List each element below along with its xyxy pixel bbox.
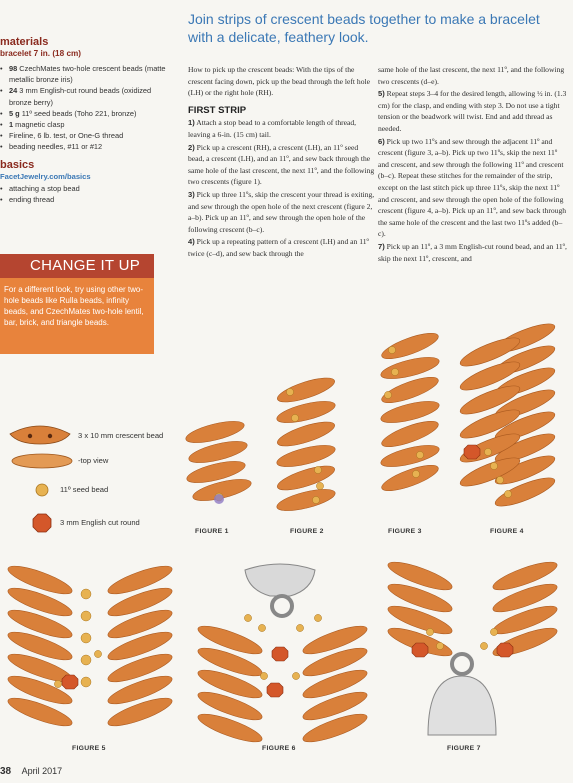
seed-bead	[81, 677, 91, 687]
clasp-ring	[272, 596, 292, 616]
round-bead	[62, 675, 78, 689]
seed-bead	[412, 470, 419, 477]
materials-subtitle: bracelet 7 in. (18 cm)	[0, 49, 81, 58]
instruction-step: 2) Pick up a crescent (RH), a crescent (LH), an 11º seed bead, a crescent (LH), and an 11º, and sew back through the same hole of the last crescent, the next 11º, and the following two crescents (figure 1).	[188, 142, 375, 187]
instruction-step: 3) Pick up three 11ºs, skip the crescent your thread is exiting, and sew through the open hole of the next crescent (figure 2, a–b). Pick up an 11º, and sew through the open hole of the following crescent (b–c).	[188, 189, 375, 234]
seed-bead	[416, 451, 423, 458]
legend-top-view-label: -top view	[78, 456, 109, 465]
page-headline: Join strips of crescent beads together to make a bracelet with a delicate, feathery look.	[188, 11, 540, 45]
seed-bead	[484, 448, 491, 455]
instruction-step: 5) Repeat steps 3–4 for the desired length, allowing ½ in. (1.3 cm) for the clasp, and ending with step 3. Do not use a tight tension or the beadwork will twist. End and add thread as needed.	[378, 89, 567, 133]
seed-bead	[286, 388, 293, 395]
seed-bead	[426, 628, 433, 635]
seed-bead	[296, 624, 303, 631]
clasp-bottom	[428, 676, 496, 735]
material-item: • 98 CzechMates two-hole crescent beads (matte metallic bronze iris)	[0, 63, 170, 85]
seed-bead	[81, 633, 91, 643]
seed-bead	[490, 628, 497, 635]
seed-bead	[480, 642, 487, 649]
instruction-step: 6) Pick up two 11ºs and sew through the adjacent 11º and crescent (figure 3, a–b). Pick up two 11ºs, skip the next 11º and crescent, and sew through the following 11º and crescent (b–c). Repeat these stitches for the remainder of the strip, except on the last stitch pick up three 11ºs, skip the next 11º and crescent, and sew through the open hole of the following crescent (figure 4, a–b). Pick up an 11º, and sew back through the same hole of the crescent and the last two 11ºs added (b–c).	[378, 136, 567, 239]
change-it-up-title: CHANGE IT UP	[0, 254, 154, 278]
seed-bead	[291, 414, 298, 421]
seed-bead	[496, 476, 503, 483]
seed-bead	[314, 614, 321, 621]
round-bead	[272, 647, 288, 661]
intro-paragraph: How to pick up the crescent beads: With the tips of the crescent facing down, pick up the bead through the left hole (LH) or the right hole (RH).	[188, 65, 370, 98]
material-item: • Fireline, 6 lb. test, or One-G thread	[0, 130, 170, 141]
legend-round-label: 3 mm English cut round	[60, 518, 140, 527]
basics-item: • ending thread	[0, 194, 170, 205]
figure-7-caption: FIGURE 7	[447, 745, 481, 752]
seed-bead	[54, 680, 61, 687]
basics-title: basics	[0, 158, 35, 171]
figure-1-caption: FIGURE 1	[195, 528, 229, 535]
basics-item: • attaching a stop bead	[0, 183, 170, 194]
round-bead	[497, 643, 513, 657]
page-footer	[0, 766, 62, 777]
seed-bead	[490, 462, 497, 469]
basics-link[interactable]: FacetJewelry.com/basics	[0, 171, 91, 181]
figure-2-caption: FIGURE 2	[290, 528, 324, 535]
instruction-step: same hole of the last crescent, the next 11º, and the following two crescents (d–e).	[378, 65, 565, 86]
seed-bead	[312, 496, 319, 503]
seed-bead	[314, 466, 321, 473]
material-item: • beading needles, #11 or #12	[0, 141, 170, 152]
seed-bead	[436, 642, 443, 649]
page-number: 38	[0, 766, 12, 777]
first-strip-heading: FIRST STRIP	[188, 104, 247, 116]
seed-bead	[81, 611, 91, 621]
material-item: • 1 magnetic clasp	[0, 119, 170, 130]
instruction-step: 1) Attach a stop bead to a comfortable length of thread, leaving a 6-in. (15 cm) tail.	[188, 118, 357, 139]
issue-date: April 2017	[21, 766, 63, 776]
seed-bead	[388, 346, 395, 353]
round-bead	[464, 445, 480, 459]
seed-bead	[384, 391, 391, 398]
material-item: • 5 g 11º seed beads (Toho 221, bronze)	[0, 108, 170, 119]
figure-6-caption: FIGURE 6	[262, 745, 296, 752]
seed-bead	[94, 650, 101, 657]
figure-5-caption: FIGURE 5	[72, 745, 106, 752]
seed-bead	[316, 482, 323, 489]
change-it-up-body: For a different look, try using other two-hole beads like Rulla beads, infinity beads, and CzechMates two-hole lentil, bar, brick, and triangle beads.	[0, 278, 154, 354]
seed-bead	[391, 368, 398, 375]
stop-bead	[214, 494, 224, 504]
seed-bead	[81, 589, 91, 599]
instruction-step: 4) Pick up a repeating pattern of a crescent (LH) and an 11º twice (c–d), and sew back through the	[188, 237, 369, 258]
seed-bead	[258, 624, 265, 631]
legend-crescent-label: 3 x 10 mm crescent bead	[78, 431, 164, 440]
instruction-step: 7) Pick up an 11º, a 3 mm English-cut round bead, and an 11º, skip the next 11º, crescent, and	[378, 241, 567, 263]
legend-seed-label: 11º seed bead	[60, 485, 109, 494]
seed-bead	[504, 490, 511, 497]
round-bead	[267, 683, 283, 697]
figure-4-caption: FIGURE 4	[490, 528, 524, 535]
materials-title: materials	[0, 36, 49, 48]
seed-bead	[292, 672, 299, 679]
clasp-top	[245, 564, 315, 596]
figure-3-caption: FIGURE 3	[388, 528, 422, 535]
clasp-ring-bottom	[452, 654, 472, 674]
seed-bead	[81, 655, 91, 665]
seed-bead	[244, 614, 251, 621]
round-bead	[412, 643, 428, 657]
seed-bead	[260, 672, 267, 679]
material-item: • 24 3 mm English-cut round beads (oxidized bronze berry)	[0, 85, 170, 107]
